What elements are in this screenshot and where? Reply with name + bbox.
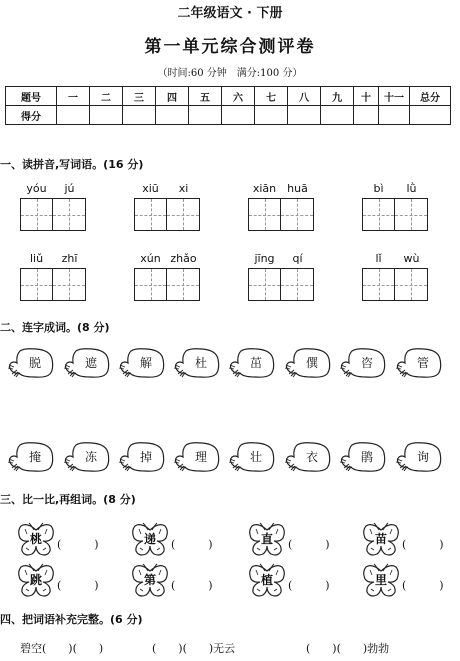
score-input-cell[interactable] [354, 106, 379, 125]
mitten-character-card[interactable] [394, 347, 444, 379]
mitten-character-card[interactable] [227, 347, 277, 379]
character-label: 脱 [28, 356, 41, 370]
score-table-cell: 十 [354, 87, 379, 106]
score-input-cell[interactable] [255, 106, 288, 125]
pinyin-label: jīng [254, 252, 275, 265]
character-label: 冻 [84, 450, 97, 464]
mitten-character-card[interactable] [172, 347, 222, 379]
writing-grid-cell[interactable] [281, 198, 314, 231]
answer-blank[interactable]: ( ) [402, 538, 444, 551]
score-input-cell[interactable] [123, 106, 156, 125]
character-label: 直 [260, 532, 273, 546]
pinyin-label: zhī [61, 252, 78, 265]
writing-grid-cell[interactable] [248, 198, 281, 231]
butterfly-character-card [131, 522, 169, 558]
writing-grid-cell[interactable] [20, 198, 53, 231]
writing-grid-cell[interactable] [134, 268, 167, 301]
writing-grid-cell[interactable] [20, 268, 53, 301]
answer-blank[interactable]: ( ) [57, 579, 99, 592]
character-label: 第 [143, 573, 156, 587]
score-input-cell[interactable] [222, 106, 255, 125]
mitten-character-card[interactable] [338, 441, 388, 473]
writing-grid-cell[interactable] [53, 268, 86, 301]
writing-grid-cell[interactable] [248, 268, 281, 301]
writing-grid-cell[interactable] [167, 198, 200, 231]
mitten-character-card[interactable] [338, 347, 388, 379]
pinyin-word-item [134, 252, 200, 301]
writing-grid-cell[interactable] [395, 198, 428, 231]
mitten-character-card[interactable] [117, 347, 167, 379]
pinyin-label: jú [64, 182, 75, 195]
writing-grid-cell[interactable] [53, 198, 86, 231]
mitten-character-card[interactable] [172, 441, 222, 473]
character-label: 询 [416, 450, 429, 464]
writing-grid-cell[interactable] [134, 198, 167, 231]
pinyin-word-item [20, 252, 86, 301]
score-input-cell[interactable] [288, 106, 321, 125]
fill-blank-item[interactable]: ( )( )无云 [152, 642, 236, 655]
score-input-cell[interactable] [90, 106, 123, 125]
mitten-character-card[interactable] [283, 441, 333, 473]
pinyin-label: xi [178, 182, 189, 195]
pinyin-label: wù [403, 252, 420, 265]
pinyin-label: zhǎo [170, 252, 197, 265]
character-label: 桃 [29, 532, 42, 546]
score-table-cell: 四 [156, 87, 189, 106]
score-table [5, 86, 451, 125]
score-input-cell[interactable] [379, 106, 410, 125]
character-label: 递 [143, 532, 156, 546]
mitten-character-card[interactable] [283, 347, 333, 379]
pinyin-label: yóu [26, 182, 47, 195]
exam-time-score-info: （时间:60 分钟 满分:100 分） [157, 68, 303, 79]
answer-blank[interactable]: ( ) [171, 579, 213, 592]
character-label: 管 [416, 356, 429, 370]
pinyin-label: bì [373, 182, 384, 195]
page-title: 第一单元综合测评卷 [144, 37, 316, 57]
pinyin-word-item [248, 182, 314, 231]
pinyin-label: qí [292, 252, 303, 265]
score-table-score-row [6, 106, 451, 125]
writing-grid-cell[interactable] [395, 268, 428, 301]
pinyin-label: huā [287, 182, 308, 195]
character-label: 鹃 [360, 450, 373, 464]
answer-blank[interactable]: ( ) [171, 538, 213, 551]
pinyin-word-item [134, 182, 200, 231]
butterfly-character-card [248, 563, 286, 599]
book-title: 二年级语文 · 下册 [177, 6, 283, 21]
butterfly-character-card [362, 522, 400, 558]
score-table-header-row [6, 87, 451, 106]
character-label: 跳 [29, 573, 42, 587]
character-label: 壮 [249, 450, 262, 464]
pinyin-word-item [20, 182, 86, 231]
score-table-cell: 三 [123, 87, 156, 106]
pinyin-label: xiū [142, 182, 159, 195]
character-label: 杜 [194, 356, 207, 370]
character-label: 解 [139, 356, 152, 370]
answer-blank[interactable]: ( ) [288, 538, 330, 551]
pinyin-label: lǜ [406, 182, 417, 195]
pinyin-word-item [248, 252, 314, 301]
butterfly-character-card [248, 522, 286, 558]
pinyin-label: liǔ [29, 252, 44, 265]
mitten-character-card[interactable] [6, 347, 56, 379]
section-1-heading: 一、读拼音,写词语。(16 分) [0, 158, 144, 171]
section-2-heading: 二、连字成词。(8 分) [0, 321, 110, 334]
score-table-cell: 七 [255, 87, 288, 106]
score-table-cell: 十一 [379, 87, 410, 106]
score-input-cell[interactable] [189, 106, 222, 125]
score-table-cell: 一 [57, 87, 90, 106]
score-table-cell: 五 [189, 87, 222, 106]
fill-blank-item[interactable]: 碧空( )( ) [20, 642, 104, 655]
score-input-cell[interactable] [156, 106, 189, 125]
score-table-cell: 六 [222, 87, 255, 106]
pinyin-label: xiān [252, 182, 277, 195]
score-row-label: 得分 [6, 106, 57, 125]
character-label: 咨 [360, 356, 373, 370]
butterfly-character-card [362, 563, 400, 599]
character-label: 植 [260, 573, 273, 587]
pinyin-word-item [362, 252, 428, 301]
butterfly-character-card [17, 522, 55, 558]
fill-blank-item[interactable]: ( )( )勃勃 [306, 642, 390, 655]
mitten-character-card[interactable] [62, 347, 112, 379]
score-table-cell: 总分 [410, 87, 451, 106]
score-table-cell: 九 [321, 87, 354, 106]
answer-blank[interactable]: ( ) [57, 538, 99, 551]
score-input-cell[interactable] [57, 106, 90, 125]
character-label: 掩 [28, 450, 41, 464]
mitten-character-card[interactable] [394, 441, 444, 473]
character-label: 僎 [305, 356, 318, 370]
butterfly-character-card [131, 563, 169, 599]
section-3-heading: 三、比一比,再组词。(8 分) [0, 493, 136, 506]
writing-grid-cell[interactable] [167, 268, 200, 301]
score-input-cell[interactable] [321, 106, 354, 125]
pinyin-label: xún [140, 252, 161, 265]
character-label: 茁 [249, 356, 262, 370]
pinyin-label: lǐ [375, 252, 382, 265]
mitten-character-card[interactable] [227, 441, 277, 473]
character-label: 衣 [305, 450, 318, 464]
writing-grid-cell[interactable] [362, 268, 395, 301]
score-table-cell: 八 [288, 87, 321, 106]
score-table-cell: 题号 [6, 87, 57, 106]
mitten-character-card[interactable] [62, 441, 112, 473]
character-label: 遮 [84, 356, 97, 370]
writing-grid-cell[interactable] [281, 268, 314, 301]
section-4-heading: 四、把词语补充完整。(6 分) [0, 613, 143, 626]
pinyin-word-item [362, 182, 428, 231]
writing-grid-cell[interactable] [362, 198, 395, 231]
character-label: 苗 [374, 532, 387, 546]
score-table-cell: 二 [90, 87, 123, 106]
score-input-cell[interactable] [410, 106, 451, 125]
mitten-character-card[interactable] [117, 441, 167, 473]
character-label: 里 [374, 573, 387, 587]
answer-blank[interactable]: ( ) [402, 579, 444, 592]
butterfly-character-card [17, 563, 55, 599]
character-label: 理 [194, 450, 207, 464]
answer-blank[interactable]: ( ) [288, 579, 330, 592]
character-label: 掉 [139, 450, 152, 464]
mitten-character-card[interactable] [6, 441, 56, 473]
